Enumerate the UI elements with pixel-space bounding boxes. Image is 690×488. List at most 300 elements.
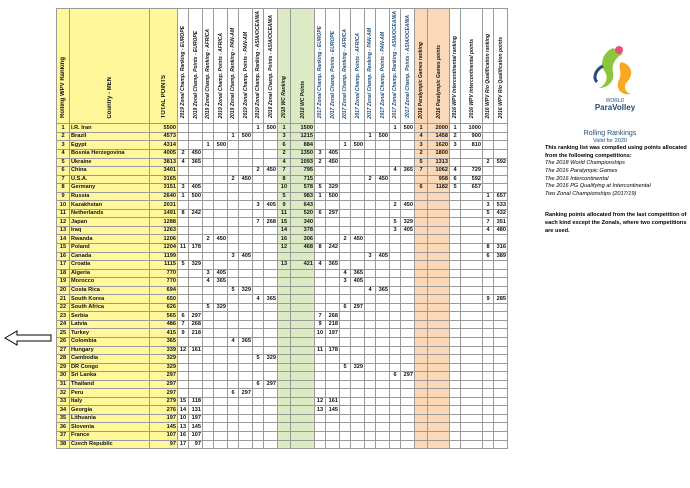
value-cell xyxy=(203,132,214,141)
country-cell: Slovenia xyxy=(70,423,150,432)
value-cell xyxy=(278,355,291,364)
table-row xyxy=(57,286,508,295)
value-cell: 365 xyxy=(189,158,203,167)
value-cell: 118 xyxy=(189,397,203,406)
value-cell xyxy=(228,192,239,201)
table-row xyxy=(57,209,508,218)
header-col: 2016 WPV Rio Qualification points xyxy=(494,9,508,124)
value-cell xyxy=(253,397,264,406)
value-cell xyxy=(239,141,253,150)
value-cell xyxy=(351,380,365,389)
value-cell xyxy=(415,414,428,423)
value-cell xyxy=(450,261,461,270)
value-cell xyxy=(390,432,401,441)
total-cell: 107 xyxy=(150,432,178,441)
value-cell xyxy=(461,252,483,261)
rank-cell: 35 xyxy=(57,414,70,423)
value-cell xyxy=(390,329,401,338)
value-cell xyxy=(340,414,351,423)
value-cell xyxy=(228,406,239,415)
value-cell xyxy=(214,329,228,338)
value-cell xyxy=(239,278,253,287)
value-cell xyxy=(189,389,203,398)
rank-cell: 19 xyxy=(57,278,70,287)
value-cell xyxy=(203,389,214,398)
value-cell xyxy=(326,252,340,261)
value-cell xyxy=(253,414,264,423)
value-cell xyxy=(401,363,415,372)
value-cell xyxy=(494,397,508,406)
rank-cell: 10 xyxy=(57,201,70,210)
value-cell xyxy=(450,372,461,381)
value-cell: 500 xyxy=(351,141,365,150)
value-cell: 297 xyxy=(264,380,278,389)
value-cell xyxy=(291,406,315,415)
value-cell xyxy=(428,286,450,295)
country-cell: Canada xyxy=(70,252,150,261)
value-cell: 14 xyxy=(178,406,189,415)
value-cell xyxy=(461,295,483,304)
value-cell: 8 xyxy=(278,175,291,184)
value-cell xyxy=(340,355,351,364)
info-title: Rolling Rankings xyxy=(583,130,637,137)
header-country: Country - MEN xyxy=(70,9,150,124)
value-cell: 4 xyxy=(450,167,461,176)
value-cell xyxy=(340,132,351,141)
value-cell xyxy=(203,406,214,415)
value-cell xyxy=(351,389,365,398)
value-cell xyxy=(340,158,351,167)
value-cell xyxy=(401,432,415,441)
table-row xyxy=(57,380,508,389)
value-cell xyxy=(415,303,428,312)
value-cell xyxy=(203,201,214,210)
value-cell xyxy=(189,252,203,261)
value-cell xyxy=(239,192,253,201)
value-cell xyxy=(401,346,415,355)
rank-cell: 14 xyxy=(57,235,70,244)
value-cell xyxy=(189,141,203,150)
value-cell: 11 xyxy=(315,346,326,355)
value-cell: 15 xyxy=(278,218,291,227)
value-cell xyxy=(203,209,214,218)
rank-cell: 13 xyxy=(57,226,70,235)
value-cell xyxy=(326,338,340,347)
value-cell: 145 xyxy=(326,406,340,415)
value-cell xyxy=(291,252,315,261)
value-cell xyxy=(351,414,365,423)
value-cell xyxy=(326,124,340,133)
value-cell xyxy=(326,218,340,227)
value-cell xyxy=(315,303,326,312)
value-cell xyxy=(203,124,214,133)
value-cell xyxy=(315,432,326,441)
header-col: 2017 Zonal Champ. Ranking - PAN-AM xyxy=(365,9,376,124)
value-cell xyxy=(326,432,340,441)
header-col: 2019 Zonal Champ. Points - ASIA/OCEANIA xyxy=(264,9,278,124)
value-cell xyxy=(278,320,291,329)
value-cell xyxy=(228,141,239,150)
value-cell xyxy=(278,363,291,372)
value-cell xyxy=(264,414,278,423)
value-cell: 9 xyxy=(178,329,189,338)
value-cell xyxy=(239,355,253,364)
value-cell xyxy=(390,192,401,201)
header-col: 2019 Zonal Champ. Ranking - AFRICA xyxy=(203,9,214,124)
value-cell xyxy=(450,295,461,304)
value-cell xyxy=(461,192,483,201)
value-cell: 5 xyxy=(203,303,214,312)
value-cell xyxy=(494,303,508,312)
value-cell: 297 xyxy=(351,303,365,312)
value-cell: 161 xyxy=(189,346,203,355)
value-cell xyxy=(189,303,203,312)
value-cell xyxy=(450,192,461,201)
country-cell: South Korea xyxy=(70,295,150,304)
value-cell xyxy=(461,320,483,329)
value-cell xyxy=(351,312,365,321)
value-cell: 405 xyxy=(264,201,278,210)
value-cell xyxy=(253,329,264,338)
value-cell xyxy=(428,209,450,218)
value-cell xyxy=(189,201,203,210)
value-cell xyxy=(178,235,189,244)
value-cell xyxy=(326,278,340,287)
table-row xyxy=(57,440,508,449)
country-cell: DR Congo xyxy=(70,363,150,372)
value-cell xyxy=(228,278,239,287)
total-cell: 486 xyxy=(150,320,178,329)
value-cell xyxy=(340,338,351,347)
value-cell xyxy=(278,252,291,261)
value-cell xyxy=(450,218,461,227)
value-cell xyxy=(376,423,390,432)
value-cell: 197 xyxy=(326,329,340,338)
value-cell xyxy=(253,278,264,287)
value-cell: 2 xyxy=(450,132,461,141)
value-cell xyxy=(239,320,253,329)
value-cell: 3 xyxy=(228,252,239,261)
value-cell xyxy=(203,414,214,423)
value-cell xyxy=(415,278,428,287)
value-cell xyxy=(483,432,494,441)
value-cell: 365 xyxy=(351,269,365,278)
value-cell xyxy=(461,209,483,218)
value-cell xyxy=(214,423,228,432)
value-cell: 5 xyxy=(228,286,239,295)
value-cell xyxy=(483,149,494,158)
value-cell: 480 xyxy=(494,226,508,235)
total-cell: 197 xyxy=(150,414,178,423)
value-cell xyxy=(214,244,228,253)
value-cell xyxy=(214,440,228,449)
value-cell xyxy=(376,167,390,176)
total-cell: 3151 xyxy=(150,184,178,193)
value-cell xyxy=(390,440,401,449)
value-cell xyxy=(239,124,253,133)
value-cell xyxy=(291,312,315,321)
rank-cell: 2 xyxy=(57,132,70,141)
value-cell: 12 xyxy=(315,397,326,406)
value-cell xyxy=(415,338,428,347)
value-cell: 97 xyxy=(189,440,203,449)
header-col: 2019 Zonal Champ. Points - AFRICA xyxy=(214,9,228,124)
value-cell xyxy=(278,372,291,381)
value-cell xyxy=(390,141,401,150)
value-cell xyxy=(450,423,461,432)
header-col: 2018 WC Ranking xyxy=(278,9,291,124)
value-cell xyxy=(401,295,415,304)
value-cell xyxy=(376,312,390,321)
value-cell xyxy=(264,192,278,201)
header-total: TOTAL POINTS xyxy=(150,9,178,124)
value-cell xyxy=(450,329,461,338)
value-cell xyxy=(376,432,390,441)
value-cell xyxy=(315,278,326,287)
value-cell: 405 xyxy=(326,149,340,158)
value-cell xyxy=(203,338,214,347)
value-cell xyxy=(340,372,351,381)
value-cell xyxy=(450,278,461,287)
value-cell xyxy=(365,329,376,338)
value-cell xyxy=(401,192,415,201)
value-cell xyxy=(228,312,239,321)
value-cell xyxy=(214,149,228,158)
value-cell xyxy=(239,372,253,381)
value-cell xyxy=(178,286,189,295)
value-cell xyxy=(178,380,189,389)
value-cell xyxy=(390,184,401,193)
value-cell: 405 xyxy=(239,252,253,261)
value-cell xyxy=(340,252,351,261)
value-cell xyxy=(228,244,239,253)
value-cell: 500 xyxy=(376,132,390,141)
value-cell xyxy=(239,149,253,158)
rank-cell: 11 xyxy=(57,209,70,218)
value-cell xyxy=(253,141,264,150)
value-cell: 1350 xyxy=(291,149,315,158)
table-row xyxy=(57,320,508,329)
value-cell xyxy=(494,149,508,158)
value-cell xyxy=(351,149,365,158)
value-cell: 3 xyxy=(203,269,214,278)
value-cell xyxy=(340,389,351,398)
value-cell: 421 xyxy=(291,261,315,270)
value-cell xyxy=(494,363,508,372)
country-cell: Latvia xyxy=(70,320,150,329)
value-cell xyxy=(494,286,508,295)
value-cell xyxy=(401,278,415,287)
value-cell xyxy=(376,389,390,398)
value-cell xyxy=(315,286,326,295)
value-cell xyxy=(483,329,494,338)
value-cell: 405 xyxy=(376,252,390,261)
value-cell xyxy=(253,320,264,329)
value-cell xyxy=(239,303,253,312)
value-cell: 1620 xyxy=(428,141,450,150)
value-cell xyxy=(415,252,428,261)
value-cell: 13 xyxy=(178,423,189,432)
total-cell: 4005 xyxy=(150,149,178,158)
value-cell xyxy=(291,363,315,372)
table-row xyxy=(57,363,508,372)
value-cell: 1 xyxy=(340,141,351,150)
table-row xyxy=(57,432,508,441)
total-cell: 770 xyxy=(150,278,178,287)
value-cell: 6 xyxy=(178,312,189,321)
value-cell xyxy=(390,338,401,347)
value-cell xyxy=(228,269,239,278)
value-cell xyxy=(401,380,415,389)
value-cell xyxy=(239,440,253,449)
value-cell: 5 xyxy=(483,209,494,218)
value-cell xyxy=(461,338,483,347)
value-cell: 432 xyxy=(494,209,508,218)
value-cell xyxy=(228,235,239,244)
header-col: 2016 Paralympic Games points xyxy=(428,9,450,124)
value-cell xyxy=(189,278,203,287)
value-cell xyxy=(326,295,340,304)
value-cell: 329 xyxy=(264,355,278,364)
value-cell xyxy=(203,380,214,389)
table-row xyxy=(57,167,508,176)
value-cell xyxy=(365,244,376,253)
country-cell: Croatia xyxy=(70,261,150,270)
value-cell xyxy=(390,414,401,423)
value-cell xyxy=(253,209,264,218)
value-cell xyxy=(203,149,214,158)
value-cell: 450 xyxy=(214,235,228,244)
value-cell: 329 xyxy=(214,303,228,312)
value-cell xyxy=(483,389,494,398)
value-cell xyxy=(264,363,278,372)
rank-cell: 36 xyxy=(57,423,70,432)
value-cell xyxy=(178,363,189,372)
value-cell xyxy=(494,346,508,355)
value-cell xyxy=(291,372,315,381)
value-cell xyxy=(351,132,365,141)
info-comp: The 2016 Intercontinental xyxy=(545,175,609,182)
value-cell xyxy=(203,432,214,441)
value-cell: 4 xyxy=(278,158,291,167)
table-row xyxy=(57,372,508,381)
value-cell xyxy=(278,278,291,287)
value-cell xyxy=(390,235,401,244)
rank-cell: 16 xyxy=(57,252,70,261)
value-cell xyxy=(228,440,239,449)
value-cell: 329 xyxy=(401,218,415,227)
value-cell: 958 xyxy=(428,175,450,184)
value-cell xyxy=(203,363,214,372)
value-cell: 268 xyxy=(189,320,203,329)
value-cell xyxy=(376,149,390,158)
value-cell xyxy=(315,414,326,423)
country-cell: Thailand xyxy=(70,380,150,389)
total-cell: 626 xyxy=(150,303,178,312)
value-cell: 4 xyxy=(483,226,494,235)
value-cell xyxy=(401,440,415,449)
value-cell xyxy=(494,184,508,193)
value-cell xyxy=(203,423,214,432)
value-cell xyxy=(365,432,376,441)
total-cell: 565 xyxy=(150,312,178,321)
total-cell: 1115 xyxy=(150,261,178,270)
value-cell xyxy=(178,141,189,150)
value-cell xyxy=(483,363,494,372)
value-cell xyxy=(315,175,326,184)
value-cell xyxy=(401,355,415,364)
value-cell xyxy=(340,192,351,201)
value-cell xyxy=(390,312,401,321)
value-cell xyxy=(494,124,508,133)
header-col: 2017 Zonal Champ. Points - ASIA/OCEANIA xyxy=(401,9,415,124)
value-cell: 197 xyxy=(189,414,203,423)
value-cell xyxy=(228,261,239,270)
value-cell xyxy=(214,261,228,270)
value-cell xyxy=(494,372,508,381)
value-cell xyxy=(278,329,291,338)
value-cell xyxy=(264,372,278,381)
value-cell xyxy=(450,440,461,449)
value-cell xyxy=(428,423,450,432)
value-cell xyxy=(390,286,401,295)
value-cell xyxy=(483,372,494,381)
value-cell xyxy=(450,235,461,244)
value-cell xyxy=(494,320,508,329)
value-cell xyxy=(415,432,428,441)
country-cell: France xyxy=(70,432,150,441)
value-cell xyxy=(214,226,228,235)
header-col: 2017 Zonal Champ. Ranking - ASIA/OCEANIA xyxy=(390,9,401,124)
value-cell xyxy=(376,278,390,287)
value-cell xyxy=(239,218,253,227)
value-cell xyxy=(365,149,376,158)
value-cell xyxy=(376,320,390,329)
value-cell xyxy=(291,303,315,312)
value-cell xyxy=(461,440,483,449)
value-cell xyxy=(264,338,278,347)
value-cell xyxy=(461,149,483,158)
value-cell: 8 xyxy=(315,244,326,253)
value-cell xyxy=(264,184,278,193)
value-cell xyxy=(494,269,508,278)
value-cell xyxy=(228,363,239,372)
value-cell xyxy=(178,303,189,312)
value-cell: 285 xyxy=(494,295,508,304)
value-cell xyxy=(461,414,483,423)
ranking-rows xyxy=(57,124,508,449)
value-cell xyxy=(428,432,450,441)
rank-cell: 29 xyxy=(57,363,70,372)
value-cell xyxy=(450,312,461,321)
value-cell xyxy=(340,167,351,176)
country-cell: Algeria xyxy=(70,269,150,278)
total-cell: 339 xyxy=(150,346,178,355)
rank-cell: 26 xyxy=(57,338,70,347)
value-cell: 405 xyxy=(401,226,415,235)
value-cell xyxy=(189,355,203,364)
table-row xyxy=(57,192,508,201)
value-cell xyxy=(340,432,351,441)
value-cell: 500 xyxy=(264,124,278,133)
header-col: 2016 WPV Intercontinental ranking xyxy=(450,9,461,124)
value-cell: 131 xyxy=(189,406,203,415)
value-cell xyxy=(376,355,390,364)
value-cell xyxy=(291,338,315,347)
value-cell xyxy=(376,124,390,133)
country-cell: Rwanda xyxy=(70,235,150,244)
table-row xyxy=(57,141,508,150)
